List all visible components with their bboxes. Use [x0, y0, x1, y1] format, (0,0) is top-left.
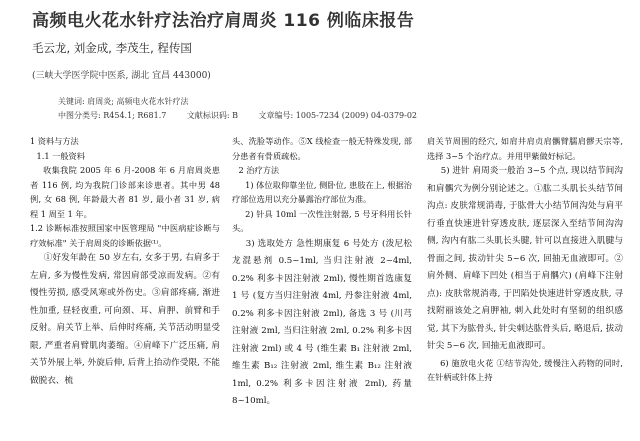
- paragraph: 6) 施放电火花 ①结节沟处, 缓慢注入药物的同时, 在针柄或针体上持: [427, 357, 623, 382]
- document-code: 文献标识码: B: [186, 111, 238, 120]
- authors: 毛云龙, 刘金成, 李茂生, 程传国: [32, 41, 192, 55]
- paragraph: 收集我院 2005 年 6 月-2008 年 6 月肩周炎患者 116 例, 均为我院门诊部来诊患者。其中男 48 例, 女 68 例, 年龄最大者 81 岁, 最小者 31 岁, 病程 1 周至 1 年。: [30, 165, 220, 219]
- paragraph: 肩关节周围的经穴, 如肩井肩贞肩髃臂臑肩髎天宗等, 选择 3~5 个治疗点。并用甲紫做好标记。: [427, 136, 623, 161]
- body-column-2: [232, 134, 412, 411]
- paragraph: 头、洗脸等动作。⑤X 线检查一般无特殊发现, 部分患者有骨质疏松。: [232, 136, 412, 161]
- paragraph: 1.1 一般资料: [36, 150, 85, 161]
- paragraph: 2) 针具 10ml 一次性注射器, 5 号牙科用长针头。: [232, 208, 412, 233]
- paragraph: 2 治疗方法: [238, 165, 280, 175]
- article-meta: [58, 110, 435, 121]
- paragraph: 5) 进针 肩周炎一般治 3~5 个点, 现以结节间沟和肩髃穴为例分别论述之。①肱二头肌长头结节间沟点: 皮肤常规消毒, 于肱骨大小结节间沟处与肩平行垂直快速进针穿透皮肤, 逐层深入至结节间沟沟侧, 沟内有肱二头肌长头腱, 针可以直接进入肌腱与骨面之间, 拔动针尖 5~6 次, 回抽无血液即可。②肩外侧、肩峰下凹处 (相当于肩髃穴) (肩峰下注射点): 皮肤常规消毒, 于凹陷处快速进针穿透皮肤, 寻找附丽该处之肩胛袖, 刺入此处时有坚韧的组织感觉, 其下为肱骨头, 针尖刺达肱骨头后, 略退后, 拔动针尖 5~6 次, 回抽无血液即可。: [427, 166, 623, 351]
- keywords: 关键词: 肩周炎; 高频电火花水针疗法: [58, 97, 189, 106]
- body-column-1: [30, 134, 220, 390]
- paragraph: ①好发年龄在 50 岁左右, 女多于男, 右肩多于左肩, 多为慢性发病, 常因肩部受凉而发病。②有慢性劳损, 感受风寒或外伤史。③肩部疼痛, 渐进性加重, 昼轻夜重, 可向颈、耳、肩胛、前臂和手反射。肩关节上举、后伸时疼痛, 关节活动明显受限, 严重者肩臂肌肉萎缩。④肩峰下广泛压痛, 肩关节外展上举, 外旋后伸, 后背上抬动作受限, 不能做脱衣、梳: [30, 253, 220, 386]
- article-number: 文章编号: 1005-7234 (2009) 04-0379-02: [258, 111, 418, 120]
- affiliation: (三峡大学医学院中医系, 湖北 宜昌 443000): [32, 71, 211, 81]
- paragraph: 1) 体位取仰靠坐位, 侧卧位, 患肢在上, 根据治疗部位选用以充分暴露治疗部位为准。: [232, 179, 412, 204]
- body-column-3: [427, 134, 623, 385]
- paragraph: 1 资料与方法: [30, 136, 79, 146]
- paragraph: 1.2 诊断标准按照国家中医管理局 "中医病症诊断与疗效标准" 关于肩周炎的诊断依据⁽¹⁾。: [30, 223, 220, 248]
- clc-number: 中图分类号: R454.1; R681.7: [58, 111, 167, 120]
- paragraph: 3) 选取处方 急性期康复 6 号处方 (泼尼松龙混悬剂 0.5~1ml, 当归注射液 2~4ml, 0.2% 利多卡因注射液 2ml), 慢性期首选康复 1 号 (复方当归注射液 4ml, 丹参注射液 4ml, 0.2% 利多卡因注射液 2ml), 备选 3 号 (川芎注射液 2ml, 当归注射液 2ml, 0.2% 利多卡因注射液 2ml) 或 4 号 (维生素 B₁ 注射液 2ml, 维生素 B₁₂ 注射液 2ml, 维生素 B₁₂ 注射液 1ml, 0.2% 利多卡因注射液 2ml), 药量 8~10ml。: [232, 238, 412, 406]
- article-title: 高频电火花水针疗法治疗肩周炎 116 例临床报告: [32, 11, 415, 31]
